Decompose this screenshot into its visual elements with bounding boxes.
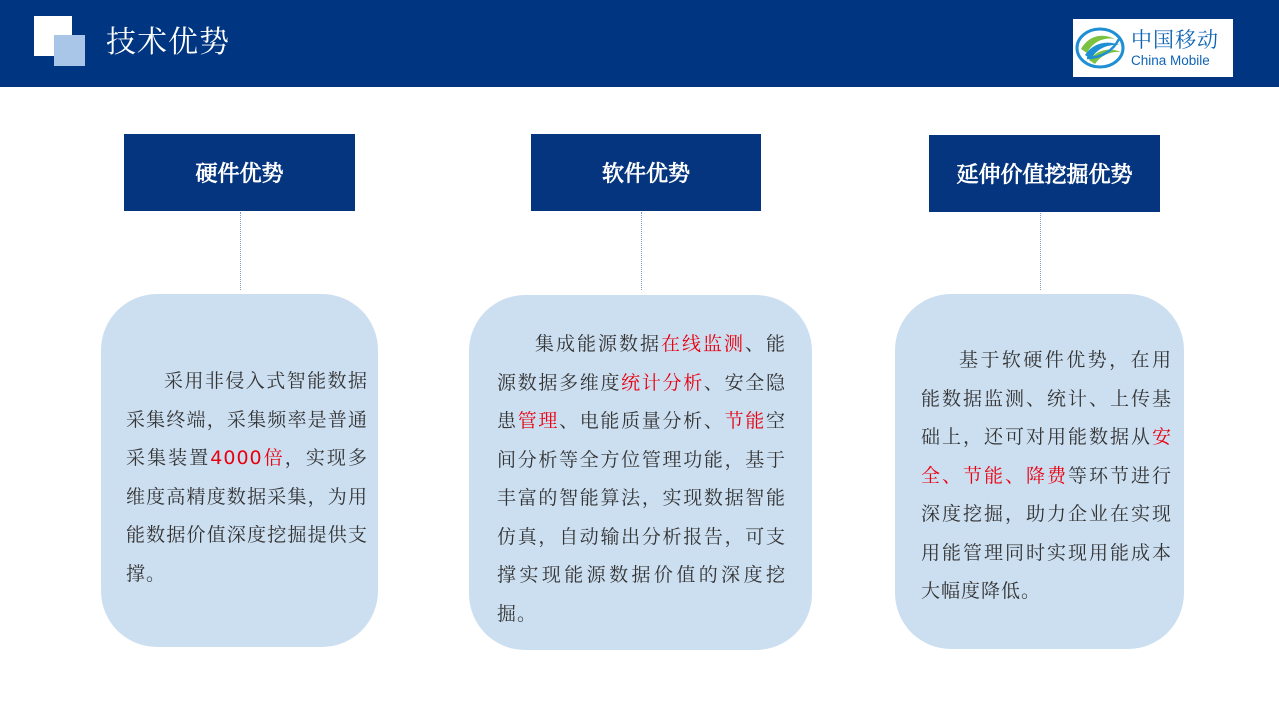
highlight-text: 在线监测 bbox=[660, 333, 745, 355]
highlight-text: 管理 bbox=[517, 410, 560, 432]
text-segment: 集成能源数据 bbox=[535, 333, 661, 355]
text-segment: 采用非侵入式智能数据采集终端，采集频率是普通采集装置 bbox=[126, 370, 368, 469]
highlight-text: 节能 bbox=[724, 410, 766, 432]
connector-line bbox=[240, 212, 241, 290]
page-title: 技术优势 bbox=[106, 25, 230, 60]
logo-text-en: China Mobile bbox=[1131, 53, 1210, 68]
card-text bbox=[126, 362, 368, 593]
header-bar bbox=[0, 0, 1279, 87]
connector-line bbox=[1040, 213, 1041, 290]
text-segment: 基于软硬件优势，在用能数据监测、统计、上传基础上，还可对用能数据从 bbox=[921, 349, 1172, 448]
logo-text-cn: 中国移动 bbox=[1131, 28, 1219, 52]
highlight-text: 安全、节能、降费 bbox=[921, 426, 1172, 487]
card-text bbox=[497, 325, 786, 633]
column-heading-value-mining: 延伸价值挖掘优势 bbox=[929, 135, 1160, 212]
card-text bbox=[921, 341, 1172, 611]
china-mobile-logo-icon bbox=[1075, 25, 1127, 71]
text-segment: ，实现多维度高精度数据采集，为用能数据价值深度挖掘提供支撑。 bbox=[126, 447, 368, 585]
text-segment: 、安全隐患 bbox=[497, 371, 786, 432]
column-heading-software: 软件优势 bbox=[531, 134, 761, 211]
column-heading-hardware: 硬件优势 bbox=[124, 134, 355, 211]
text-segment: 空间分析等全方位管理功能，基于丰富的智能算法，实现数据智能仿真，自动输出分析报告，可支撑实现能源数据价值的深度挖掘。 bbox=[497, 410, 786, 625]
text-segment: 、能源数据多维度 bbox=[497, 333, 786, 394]
connector-line bbox=[641, 212, 642, 290]
china-mobile-logo bbox=[1073, 19, 1233, 77]
card-value-mining bbox=[895, 294, 1184, 649]
card-software bbox=[469, 295, 812, 650]
text-segment: 等环节进行深度挖掘，助力企业在实现用能管理同时实现用能成本大幅度降低。 bbox=[921, 464, 1172, 602]
title-decoration-square-front bbox=[54, 35, 85, 66]
card-hardware bbox=[101, 294, 378, 647]
highlight-text: 统计分析 bbox=[621, 371, 704, 394]
text-segment: 、电能质量分析、 bbox=[559, 410, 725, 432]
highlight-text: 4000倍 bbox=[210, 447, 285, 469]
